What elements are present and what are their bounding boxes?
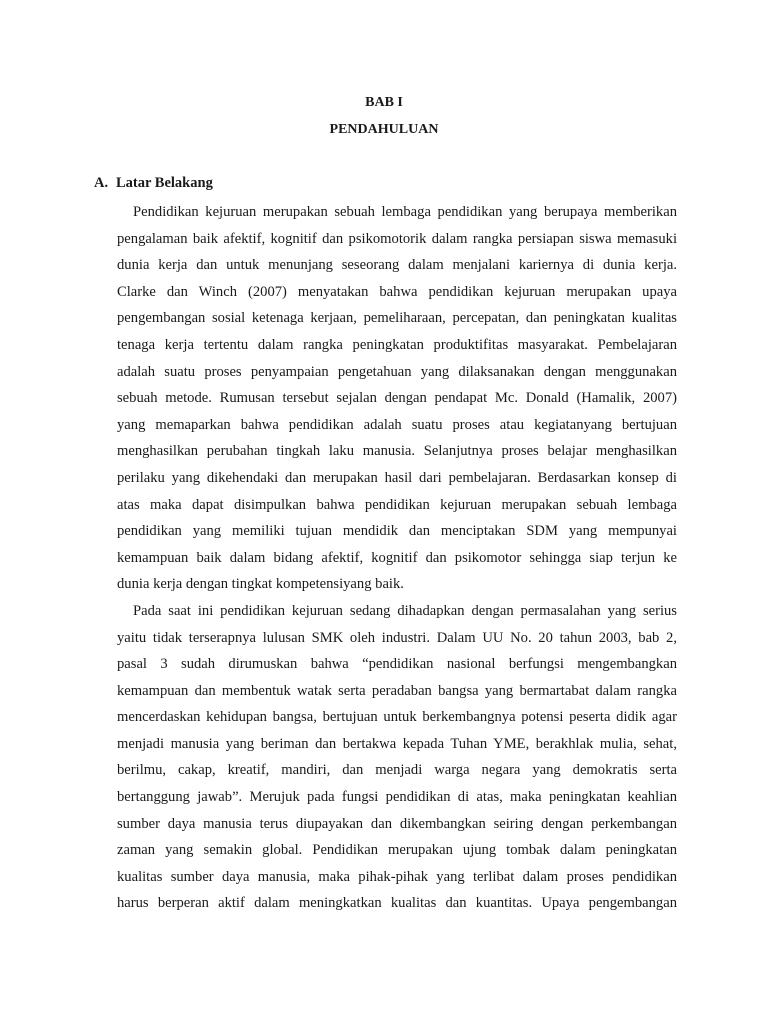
chapter-title: PENDAHULUAN xyxy=(329,122,439,137)
section-title: Latar Belakang xyxy=(116,175,213,191)
text-line: dunia kerja dan untuk menunjang seseorang dalam menjalani kariernya di dunia kerja. xyxy=(117,257,677,274)
text-line: Pada saat ini pendidikan kejuruan sedang dihadapkan dengan permasalahan yang serius xyxy=(133,602,677,619)
text-line: atas maka dapat disimpulkan bahwa pendidikan kejuruan merupakan sebuah lembaga xyxy=(117,496,677,513)
text-line: pasal 3 sudah dirumuskan bahwa “pendidikan nasional berfungsi mengembangkan xyxy=(117,656,677,673)
paragraph-2 xyxy=(117,598,677,917)
text-line: harus berperan aktif dalam meningkatkan kualitas dan kuantitas. Upaya pengembangan xyxy=(117,895,677,912)
chapter-number: BAB I xyxy=(365,95,403,110)
text-line: mencerdaskan kehidupan bangsa, bertujuan untuk berkembangnya potensi peserta didik agar xyxy=(117,709,677,726)
text-line: bertanggung jawab”. Merujuk pada fungsi pendidikan di atas, maka peningkatan keahlian xyxy=(117,789,677,806)
text-line: tenaga kerja tertentu dalam rangka peningkatan produktifitas masyarakat. Pembelajaran xyxy=(117,336,677,353)
text-line: yang memaparkan bahwa pendidikan adalah suatu proses atau kegiatanyang bertujuan xyxy=(117,416,677,433)
paragraph-1 xyxy=(117,199,677,598)
text-line: dunia kerja dengan tingkat kompetensiyang baik. xyxy=(117,576,404,593)
section-heading xyxy=(94,173,213,193)
text-line: pendidikan yang memiliki tujuan mendidik dan menciptakan SDM yang mempunyai xyxy=(117,523,677,540)
text-line: perilaku yang dikehendaki dan merupakan hasil dari pembelajaran. Berdasarkan konsep di xyxy=(117,469,677,486)
text-line: menghasilkan perubahan tingkah laku manusia. Selanjutnya proses belajar menghasilkan xyxy=(117,443,677,460)
text-line: sebuah metode. Rumusan tersebut sejalan dengan pendapat Mc. Donald (Hamalik, 2007) xyxy=(117,390,677,407)
text-line: Clarke dan Winch (2007) menyatakan bahwa pendidikan kejuruan merupakan upaya xyxy=(117,283,677,300)
text-line: adalah suatu proses penyampaian pengetahuan yang dilaksanakan dengan menggunakan xyxy=(117,363,677,380)
body-text xyxy=(117,199,677,917)
text-line: kemampuan baik dalam bidang afektif, kognitif dan psikomotor sehingga siap terjun ke xyxy=(117,549,677,566)
text-line: sumber daya manusia terus diupayakan dan dikembangkan seiring dengan perkembangan xyxy=(117,815,677,832)
text-line: zaman yang semakin global. Pendidikan merupakan ujung tombak dalam peningkatan xyxy=(117,842,677,859)
section-marker: A. xyxy=(94,175,109,191)
text-line: menjadi manusia yang beriman dan bertakwa kepada Tuhan YME, berakhlak mulia, sehat, xyxy=(117,735,677,752)
text-line: yaitu tidak terserapnya lulusan SMK oleh industri. Dalam UU No. 20 tahun 2003, bab 2, xyxy=(117,629,677,646)
text-line: kemampuan dan membentuk watak serta peradaban bangsa yang bermartabat dalam rangka xyxy=(117,682,677,699)
text-line: berilmu, cakap, kreatif, mandiri, dan menjadi warga negara yang demokratis serta xyxy=(117,762,677,779)
text-line: Pendidikan kejuruan merupakan sebuah lembaga pendidikan yang berupaya memberikan xyxy=(133,204,677,220)
text-line: pengalaman baik afektif, kognitif dan psikomotorik dalam rangka persiapan siswa memasuki xyxy=(117,230,677,247)
text-line: pengembangan sosial ketenaga kerjaan, pemeliharaan, percepatan, dan peningkatan kualitas xyxy=(117,310,677,327)
text-line: kualitas sumber daya manusia, maka pihak-pihak yang terlibat dalam proses pendidikan xyxy=(117,868,677,885)
